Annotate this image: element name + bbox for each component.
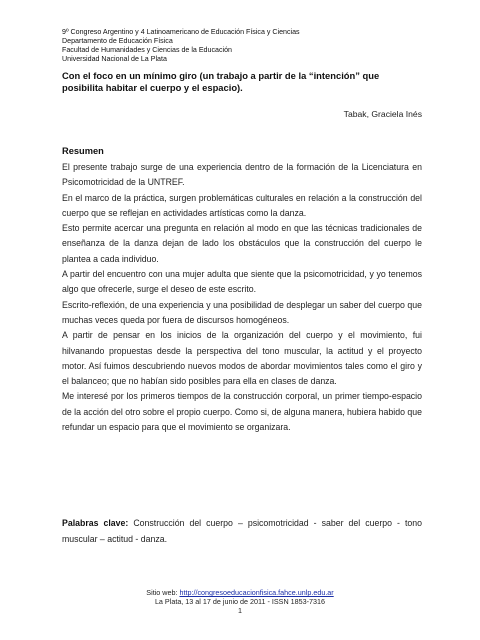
footer-site-link[interactable]: http://congresoeducacionfisica.fahce.unlp.edu.ar [179,588,334,597]
keywords-label: Palabras clave: [62,518,129,528]
footer-site-label: Sitio web: [146,588,178,597]
header-line-department: Departamento de Educación Física [62,37,173,45]
abstract-paragraph: Escrito-reflexión, de una experiencia y una posibilidad de desplegar un saber del cuerpo que muchas veces queda por fuera de discursos homogéneos. [62,299,422,325]
section-heading-resumen: Resumen [62,146,104,156]
abstract-paragraph: El presente trabajo surge de una experiencia dentro de la formación de la Licenciatura en Psicomotricidad de la UNTREF. [62,162,422,188]
header-line-university: Universidad Nacional de La Plata [62,55,167,63]
congress-header [62,28,462,64]
abstract-body [62,160,422,435]
paper-title: Con el foco en un mínimo giro (un trabajo a partir de la “intención” que posibilita habitar el cuerpo y el espacio). [62,70,380,93]
abstract-paragraph: Esto permite acercar una pregunta en relación al modo en que las técnicas tradicionales de enseñanza de la danza dejan de lado los obstáculos que la construcción del cuerpo le plantea a cada individuo. [62,223,422,264]
header-line-faculty: Facultad de Humanidades y Ciencias de la Educación [62,46,232,54]
keywords-text: Construcción del cuerpo – psicomotricidad - saber del cuerpo - tono muscular – actitud - danza. [62,518,422,544]
keywords-block [62,515,422,547]
abstract-paragraph: Me interesé por los primeros tiempos de la construcción corporal, un primer tiempo-espacio de la acción del otro sobre el propio cuerpo. Como si, de alguna manera, hubiera habido que refundar un espacio para que el movimiento se organizara. [62,391,422,433]
abstract-paragraph: En el marco de la práctica, surgen problemáticas culturales en relación a la construcción del cuerpo que se reflejan en actividades artísticas como la danza. [62,192,422,218]
header-line-congress: 9º Congreso Argentino y 4 Latinoamericano de Educación Física y Ciencias [62,28,300,36]
abstract-paragraph: A partir de pensar en los inicios de la organización del cuerpo y el movimiento, fui hilvanando propuestas desde la perspectiva del tono muscular, la actitud y el proyecto motor. Así fuimos descubriendo nuevos modos de abordar movimientos tales como el giro y el balanceo; que no habían sido posibles para ella en clases de danza. [62,330,422,387]
abstract-paragraph: A partir del encuentro con una mujer adulta que siente que la psicomotricidad, y yo tenemos algo que ofrecerle, surge el deseo de este escrito. [62,269,422,295]
author-name: Tabak, Graciela Inés [343,109,422,119]
page-footer [0,589,480,615]
footer-event-line: La Plata, 13 al 17 de junio de 2011 - ISSN 1853-7316 [154,596,326,606]
page-number: 1 [238,605,242,615]
